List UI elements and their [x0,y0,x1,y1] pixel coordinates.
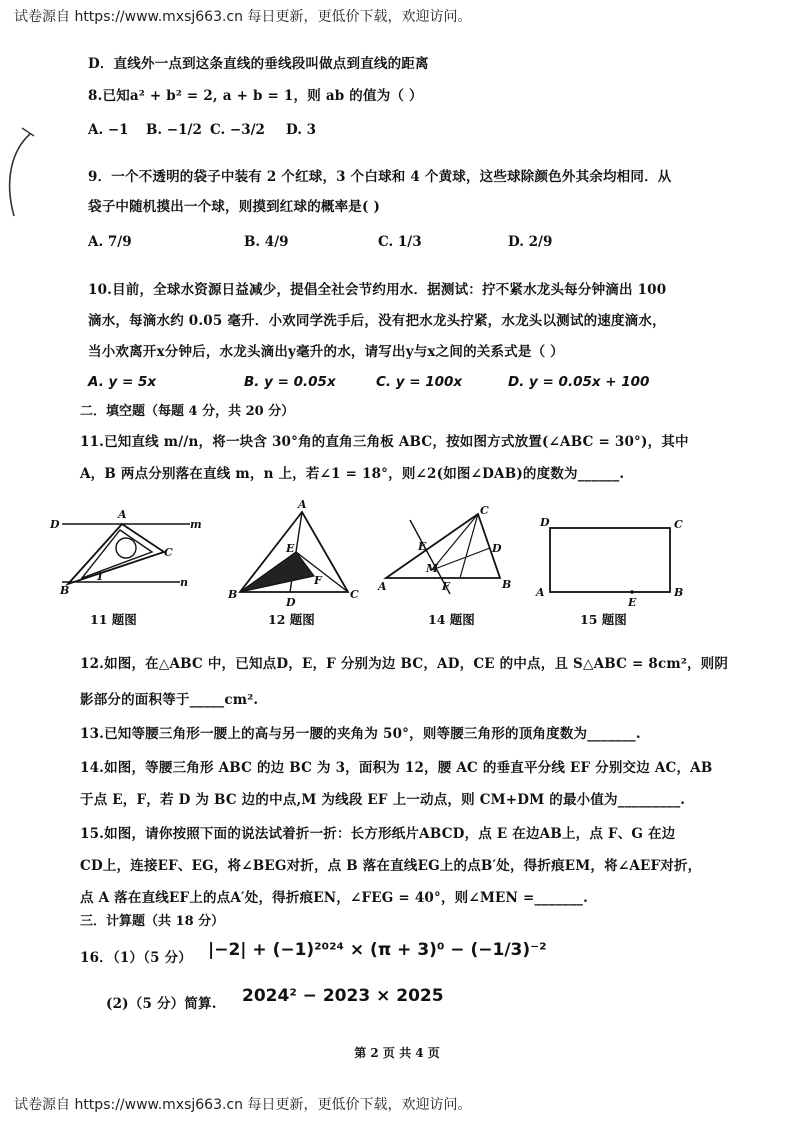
q10-option-a: A. y = 5x [88,374,157,390]
figure-12 [227,500,359,609]
q10-option-b: B. y = 0.05x [244,374,336,390]
q11-line2: A，B 两点分别落在直线 m，n 上，若∠1 = 18°，则∠2(如图∠DAB)的度数为______. [80,466,625,482]
fig14-label-c: C [480,504,489,517]
figure-11 [49,508,202,597]
fig12-label-d: D [286,596,296,609]
q8-option-d: D. 3 [286,122,317,138]
fig12-label-e: E [286,542,295,555]
fig11-label-d: D [50,518,60,531]
fig15-label-c: C [674,518,683,531]
q16-part1-expression: |−2| + (−1)²⁰²⁴ × (π + 3)⁰ − (−1/3)⁻² [208,940,547,960]
q13-line1: 13.已知等腰三角形一腰上的高与另一腰的夹角为 50°，则等腰三角形的顶角度数为_______. [80,726,641,742]
q9-option-b: B. 4/9 [244,234,289,250]
q15-line2: CD上，连接EF、EG，将∠BEG对折，点 B 落在直线EG上的点B′处，得折痕EM，将∠AEF对折， [80,858,702,874]
q8-option-b: B. −1/2 [146,122,202,138]
q10-line1: 10.目前，全球水资源日益减少，提倡全社会节约用水．据测试：拧不紧水龙头每分钟滴出 100 [88,282,667,298]
caption-fig15: 15 题图 [580,612,627,627]
q15-line3: 点 A 落在直线EF上的点A′处，得折痕EN，∠FEG = 40°，则∠MEN =_______. [80,890,589,906]
figure-14 [377,504,511,594]
q9-option-a: A. 7/9 [88,234,132,250]
fig15-point-e [630,590,634,594]
fig14-label-f: F [442,580,450,593]
q10-option-d: D. y = 0.05x + 100 [508,374,650,390]
fig15-label-a: A [536,586,545,599]
q8-stem: 8.已知a² + b² = 2, a + b = 1，则 ab 的值为（ ） [88,88,423,104]
caption-fig12: 12 题图 [268,612,315,627]
q10-line2: 滴水，每滴水约 0.05 毫升．小欢同学洗手后，没有把水龙头拧紧，水龙头以测试的速度滴水， [88,313,666,329]
q11-line1: 11.已知直线 m//n，将一块含 30°角的直角三角板 ABC，按如图方式放置(∠ABC = 30°)，其中 [80,434,689,450]
fig14-label-d: D [492,542,502,555]
fig14-label-b: B [502,578,512,591]
fig12-label-c: C [350,588,359,601]
q10-option-c: C. y = 100x [376,374,463,390]
fig12-label-a: A [298,500,307,511]
q8-option-c: C. −3/2 [210,122,265,138]
q8-option-a: A. −1 [88,122,129,138]
fig11-label-a: A [118,508,127,521]
q12-line1: 12.如图，在△ABC 中，已知点D，E，F 分别为边 BC，AD，CE 的中点，且 S△ABC = 8cm²，则阴 [80,656,729,672]
fig11-label-m: m [190,518,202,531]
fig11-label-c: C [164,546,173,559]
watermark-top: 试卷源自 https://www.mxsj663.cn 每日更新，更低价下载，欢迎访问。 [14,9,472,25]
caption-fig14: 14 题图 [428,612,475,627]
q16-part2-label: (2)（5 分）简算. [106,996,217,1012]
fig12-label-b: B [228,588,238,601]
section3-title: 三．计算题（共 18 分） [80,914,225,929]
fig15-rectangle [550,528,670,592]
fig15-label-b: B [674,586,684,599]
fig11-label-b: B [60,584,70,597]
q9-option-d: D. 2/9 [508,234,553,250]
fig15-label-e: E [628,596,637,609]
fig14-triangle [386,514,500,578]
fig11-label-n: n [180,576,188,589]
page-number: 第 2 页 共 4 页 [354,1046,440,1060]
q9-option-c: C. 1/3 [378,234,422,250]
fig11-hole [116,538,136,558]
q15-line1: 15.如图，请你按照下面的说法试着折一折：长方形纸片ABCD，点 E 在边AB上，点 F、G 在边 [80,826,676,842]
caption-fig11: 11 题图 [90,612,137,627]
fig15-label-d: D [540,516,550,529]
q14-line2: 于点 E，F，若 D 为 BC 边的中点,M 为线段 EF 上一动点，则 CM+DM 的最小值为_________. [80,792,686,808]
q16-part2-expression: 2024² − 2023 × 2025 [242,986,444,1006]
fig12-label-f: F [314,574,322,587]
figures-row [40,500,760,610]
margin-pencil-mark [0,120,40,240]
watermark-bottom: 试卷源自 https://www.mxsj663.cn 每日更新，更低价下载，欢迎访问。 [14,1097,472,1113]
q16-part1-label: 16．（1）（5 分） [80,950,192,966]
fig14-label-e: E [418,540,427,553]
fig14-label-a: A [378,580,387,593]
q9-stem-line2: 袋子中随机摸出一个球，则摸到红球的概率是( ) [88,199,381,215]
figure-15 [535,516,683,609]
section2-title: 二．填空题（每题 4 分，共 20 分） [80,404,295,419]
fig11-triangle [68,524,164,584]
q7-option-d: D．直线外一点到这条直线的垂线段叫做点到直线的距离 [88,56,429,72]
q9-stem-line1: 9．一个不透明的袋子中装有 2 个红球，3 个白球和 4 个黄球，这些球除颜色外其余均相同．从 [88,169,672,185]
q14-line1: 14.如图，等腰三角形 ABC 的边 BC 为 3，面积为 12，腰 AC 的垂直平分线 EF 分别交边 AC，AB [80,760,713,776]
fig11-label-1: 1 [96,570,104,583]
q10-line3: 当小欢离开x分钟后，水龙头滴出y毫升的水，请写出y与x之间的关系式是（ ） [88,344,564,360]
q12-line2: 影部分的面积等于_____cm². [80,692,259,708]
fig14-label-m: M [426,562,439,575]
